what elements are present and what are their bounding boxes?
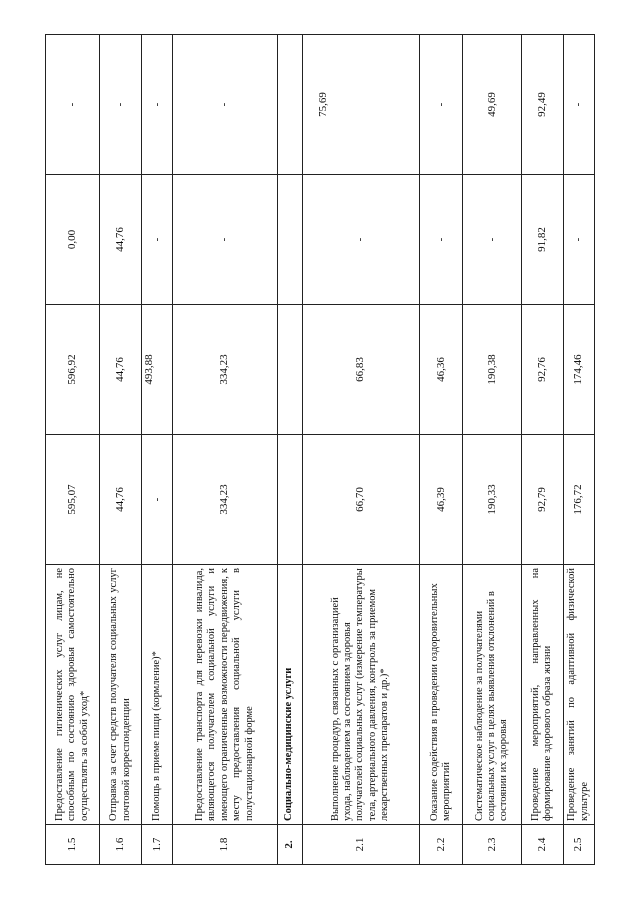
service-description: Выполнение процедур, связанных с организацией ухода, наблюдением за состоянием здоровья получателей социальных услуг (измерение температуры тела, артериального давления, контроль за приемом лекарственных препаратов и др.)* [302, 565, 419, 825]
row-number: 2.5 [563, 825, 594, 865]
value-col-1: 334,23 [173, 435, 277, 565]
empty-cell [277, 175, 302, 305]
section-header-row [277, 35, 302, 865]
value-col-2: 596,92 [46, 305, 100, 435]
service-description: Оказание содействия в проведении оздоровительных мероприятий [419, 565, 463, 825]
value-col-4: - [419, 35, 463, 175]
row-number: 2.1 [302, 825, 419, 865]
value-col-3: 44,76 [100, 175, 142, 305]
value-col-1: 92,79 [521, 435, 563, 565]
value-col-4: - [100, 35, 142, 175]
value-col-2: 334,23 [173, 305, 277, 435]
value-col-4: - [142, 35, 173, 175]
value-col-2: 66,83 [302, 305, 419, 435]
value-col-1: 44,76 [100, 435, 142, 565]
value-col-3: - [563, 175, 594, 305]
value-col-4: 75,69 [302, 35, 419, 175]
service-description: Предоставление гигиенических услуг лицам, не способным по состоянию здоровья самостоятельно осуществлять за собой уход* [46, 565, 100, 825]
value-col-1: 66,70 [302, 435, 419, 565]
table-row [173, 35, 277, 865]
value-col-2: 46,36 [419, 305, 463, 435]
value-col-3: - [142, 175, 173, 305]
value-col-1: 176,72 [563, 435, 594, 565]
row-number: 2.2 [419, 825, 463, 865]
table-row [302, 35, 419, 865]
table-row [563, 35, 594, 865]
table-row [100, 35, 142, 865]
service-description: Проведение мероприятий, направленных на формирование здорового образа жизни [521, 565, 563, 825]
empty-cell [277, 35, 302, 175]
service-description: Отправка за счет средств получателя социальных услуг почтовой корреспонденции [100, 565, 142, 825]
value-col-1: 46,39 [419, 435, 463, 565]
empty-cell [277, 435, 302, 565]
value-col-2: 44,76 [100, 305, 142, 435]
value-col-1: 190,33 [463, 435, 521, 565]
value-col-4: - [173, 35, 277, 175]
service-description: Помощь в приеме пищи (кормление)* [142, 565, 173, 825]
row-number: 1.8 [173, 825, 277, 865]
row-number: 2.3 [463, 825, 521, 865]
value-col-1: - [142, 435, 173, 565]
value-col-4: 49,69 [463, 35, 521, 175]
value-col-4: 92,49 [521, 35, 563, 175]
section-number: 2. [277, 825, 302, 865]
table-row [463, 35, 521, 865]
value-col-3: - [463, 175, 521, 305]
service-description: Проведение занятий по адаптивной физической культуре [563, 565, 594, 825]
section-title: Социально-медицинские услуги [277, 565, 302, 825]
table-row [142, 35, 173, 865]
row-number: 1.5 [46, 825, 100, 865]
value-col-3: 91,82 [521, 175, 563, 305]
value-col-4: - [46, 35, 100, 175]
services-tariff-table [45, 34, 595, 865]
table-row [521, 35, 563, 865]
value-col-3: - [419, 175, 463, 305]
value-col-2: 190,38 [463, 305, 521, 435]
empty-cell [277, 305, 302, 435]
value-col-3: 0,00 [46, 175, 100, 305]
table-row [46, 35, 100, 865]
row-number: 2.4 [521, 825, 563, 865]
table-row [419, 35, 463, 865]
service-description: Систематическое наблюдение за получателями социальных услуг в целях выявления отклонений в состоянии их здоровья [463, 565, 521, 825]
rotated-table-container [45, 35, 595, 865]
service-description: Предоставление транспорта для перевозки инвалида, являющегося получателем социальной услуги и имеющего ограниченные возможности передвижения, к месту предоставления социальной услуги в полустационарной форме [173, 565, 277, 825]
value-col-1: 595,07 [46, 435, 100, 565]
value-col-2: 174,46 [563, 305, 594, 435]
value-col-2: 493,88 [142, 305, 173, 435]
value-col-3: - [173, 175, 277, 305]
row-number: 1.6 [100, 825, 142, 865]
value-col-2: 92,76 [521, 305, 563, 435]
value-col-3: - [302, 175, 419, 305]
row-number: 1.7 [142, 825, 173, 865]
value-col-4: - [563, 35, 594, 175]
